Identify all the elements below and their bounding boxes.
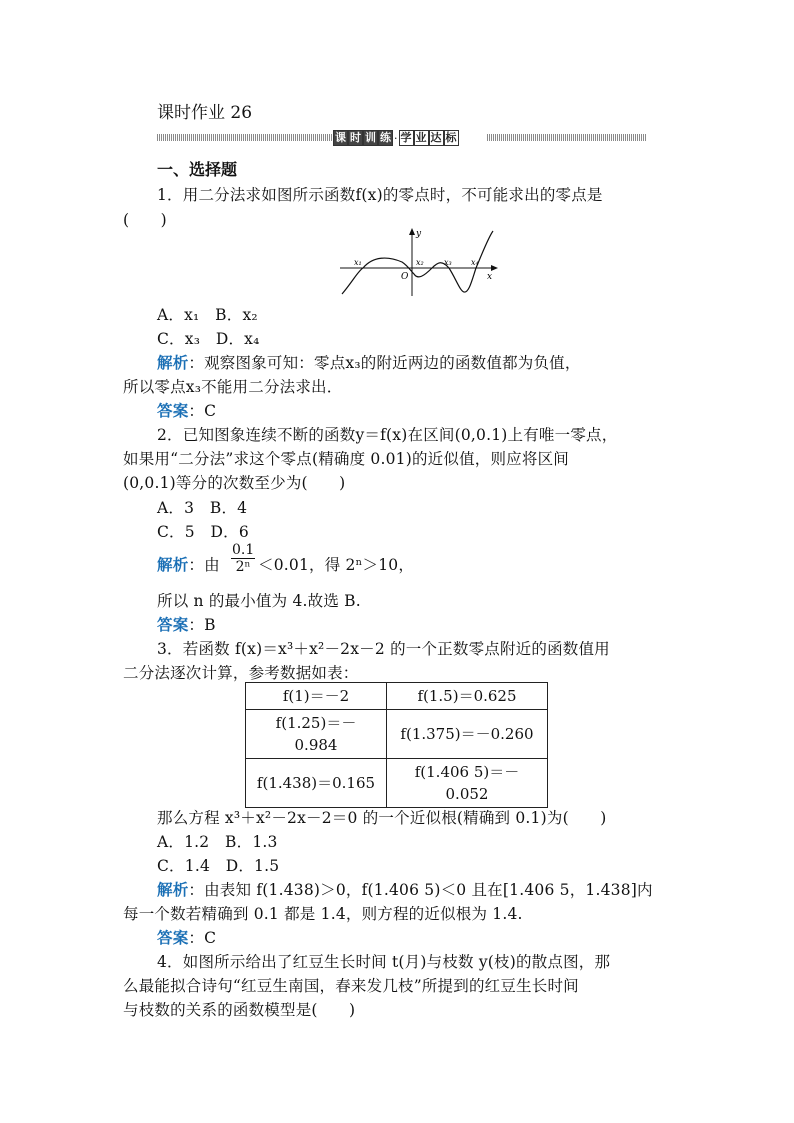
q3-options-cd: C．1.4 D．1.5 (157, 857, 280, 875)
q1-options-ab: A．x₁ B．x₂ (157, 306, 258, 324)
q3-options-ab: A．1.2 B．1.3 (157, 833, 278, 851)
origin-label: O (401, 272, 409, 282)
fraction-numerator: 0.1 (232, 542, 255, 558)
x3-label: x₃ (444, 258, 452, 267)
x2-label: x₂ (416, 258, 424, 267)
banner-char: 业 (415, 131, 427, 144)
table-row (246, 759, 548, 808)
banner-char: 练 (380, 131, 391, 144)
q2-stem: 2．已知图象连续不断的函数y＝f(x)在区间(0,0.1)上有唯一零点， (157, 426, 618, 444)
q2-answer (157, 613, 216, 635)
q2-fraction (231, 542, 255, 575)
table-cell: f(1.375)＝－0.260 (387, 710, 548, 759)
q1-stem: 1．用二分法求如图所示函数f(x)的零点时，不可能求出的零点是 (157, 186, 603, 204)
q2-options-ab: A．3 B．4 (157, 499, 248, 517)
q3-data-table (245, 682, 548, 808)
q2-analysis-label (157, 553, 220, 575)
q2-stem-cont: 如果用“二分法”求这个零点(精确度 0.01)的近似值，则应将区间 (123, 450, 569, 468)
table-cell: f(1.25)＝－ 0.984 (246, 710, 387, 759)
banner-char: 训 (365, 131, 376, 144)
answer-label: 答案 (157, 928, 189, 947)
q3-stem-cont: 二分法逐次计算，参考数据如表： (123, 664, 359, 682)
q3-answer (157, 926, 216, 948)
q3-question: 那么方程 x³＋x²－2x－2＝0 的一个近似根(精确到 0.1)为( ) (157, 809, 607, 827)
q1-analysis (157, 351, 581, 373)
section-heading: 一、选择题 (157, 160, 238, 179)
analysis-text: ：观察图象可知：零点x₃的附近两边的函数值都为负值， (188, 354, 581, 372)
answer-label: 答案 (157, 401, 189, 420)
x4-label: x₄ (471, 258, 479, 267)
table-row (246, 683, 548, 710)
banner-char: 时 (350, 131, 361, 144)
table-row (246, 710, 548, 759)
q4-stem: 4．如图所示给出了红豆生长时间 t(月)与枝数 y(枝)的散点图，那 (157, 953, 611, 971)
q1-analysis-cont: 所以零点x₃不能用二分法求出． (123, 378, 343, 396)
answer-text: ：C (188, 402, 217, 420)
x1-label: x₁ (354, 258, 362, 267)
q4-stem-cont2: 与枝数的关系的函数模型是( ) (123, 1001, 356, 1019)
q4-stem-cont: 么最能拟合诗句“红豆生南国，春来发几枝”所提到的红豆生长时间 (123, 977, 579, 995)
table-cell: f(1.5)＝0.625 (387, 683, 548, 710)
q2-analysis-cont: 所以 n 的最小值为 4.故选 B. (157, 592, 361, 610)
x-label: x (487, 272, 493, 282)
table-cell: f(1)＝－2 (246, 683, 387, 710)
table-cell: f(1.438)＝0.165 (246, 759, 387, 808)
q3-stem: 3．若函数 f(x)＝x³＋x²－2x－2 的一个正数零点附近的函数值用 (157, 640, 610, 658)
q1-stem-cont: ( ) (123, 211, 167, 229)
q1-options-cd: C．x₃ D．x₄ (157, 330, 260, 348)
banner-char: 课 (335, 131, 346, 144)
q2-analysis-post: ＜0.01，得 2ⁿ＞10， (258, 556, 415, 574)
y-axis-arrow (409, 228, 415, 235)
q1-answer (157, 399, 216, 421)
x-axis-arrow (491, 265, 498, 271)
banner-stripe-right (487, 134, 647, 141)
banner-char: 学 (400, 131, 412, 144)
analysis-text: ：由表知 f(1.438)＞0，f(1.406 5)＜0 且在[1.406 5，1.438]内 (188, 881, 653, 899)
banner-badge (333, 130, 459, 146)
q3-analysis-cont: 每一个数若精确到 0.1 都是 1.4，则方程的近似根为 1.4. (123, 905, 523, 923)
banner-char: 达 (430, 131, 442, 144)
answer-text: ：C (188, 929, 217, 947)
q2-stem-cont2: (0,0.1)等分的次数至少为( ) (123, 474, 346, 492)
y-label: y (416, 229, 422, 239)
q2-options-cd: C．5 D．6 (157, 523, 249, 541)
table-cell: f(1.406 5)＝－ 0.052 (387, 759, 548, 808)
banner-char: 标 (445, 131, 457, 144)
page-title: 课时作业 26 (157, 103, 253, 123)
answer-text: ：B (188, 616, 216, 634)
section-banner (157, 130, 647, 146)
analysis-label: 解析 (157, 555, 189, 574)
answer-label: 答案 (157, 615, 189, 634)
banner-dot: · (394, 131, 398, 145)
fraction-denominator: 2ⁿ (235, 559, 251, 575)
banner-stripe-left (157, 134, 333, 141)
q3-analysis (157, 878, 653, 900)
analysis-label: 解析 (157, 880, 189, 899)
analysis-label: 解析 (157, 353, 189, 372)
analysis-text: ：由 (188, 556, 220, 574)
q1-function-graph (338, 226, 503, 298)
